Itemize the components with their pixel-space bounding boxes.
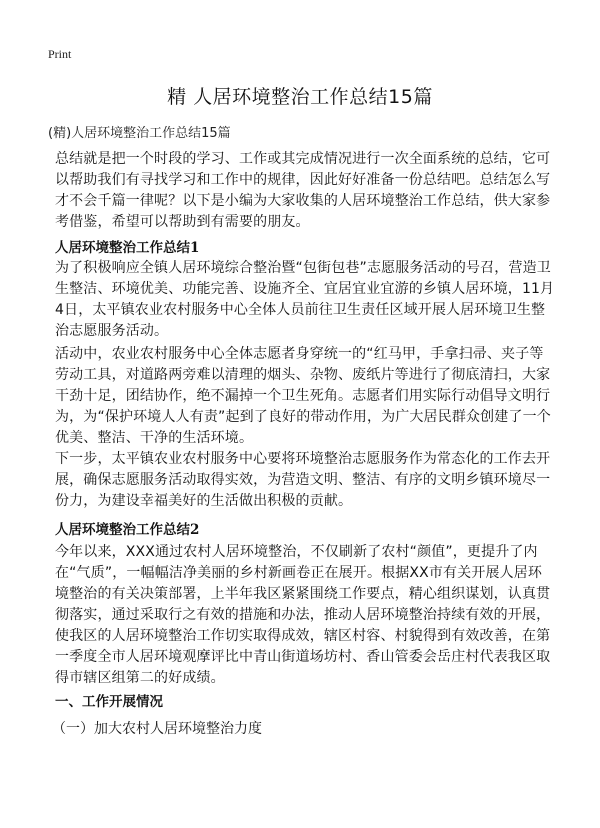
section-1-paragraph-3: 下一步，太平镇农业农村服务中心要将环境整治志愿服务作为常态化的工作去开展，确保志愿服务活动取得实效，为营造文明、整洁、有序的文明乡镇环境尽一份力，为建设幸福美好的生活做出积极的贡献。 xyxy=(55,451,551,509)
section-1-paragraph-2: 活动中，农业农村服务中心全体志愿者身穿统一的“红马甲，手拿扫帚、夹子等劳动工具，对道路两旁难以清理的烟头、杂物、废纸片等进行了彻底清扫，大家干劲十足，团结协作，绝不漏掉一个卫生死角。志愿者们用实际行动倡导文明行为，为“保护环境人人有责”起到了良好的带动作用，为广大居民群众创建了一个优美、整洁、干净的生活环境。 xyxy=(55,346,551,446)
section-2-paragraph-1: 今年以来，XXX通过农村人居环境整治，不仅刷新了农村“颜值”，更提升了内在“气质”，一幅幅洁净美丽的乡村新画卷正在展开。根据XX市有关开展人居环境整治的有关决策部署，上半年我区紧紧围绕工作要点，精心组织谋划，认真贯彻落实，通过采取行之有效的措施和办法，推动人居环境整治持续有效的开展，使我区的人居环境整治工作切实取得成效，辖区村容、村貌得到有效改善，在第一季度全市人居环境观摩评比中青山街道场坊村、香山管委会岳庄村代表我区取得市辖区组第二的好成绩。 xyxy=(55,544,551,686)
outline-sub-item: （一）加大农村人居环境整治力度 xyxy=(52,721,262,737)
page-title: 精 人居环境整治工作总结15篇 xyxy=(167,86,433,108)
print-label: Print xyxy=(48,47,72,61)
document-subtitle: (精)人居环境整治工作总结15篇 xyxy=(48,126,231,141)
section-heading-2: 人居环境整治工作总结2 xyxy=(55,522,200,538)
intro-paragraph: 总结就是把一个时段的学习、工作或其完成情况进行一次全面系统的总结，它可以帮助我们有寻找学习和工作中的规律，因此好好准备一份总结吧。总结怎么写才不会千篇一律呢？以下是小编为大家收集的人居环境整治工作总结，供大家参考借鉴，希望可以帮助到有需要的朋友。 xyxy=(55,151,551,230)
section-1-paragraph-1: 为了积极响应全镇人居环境综合整治暨“包街包巷”志愿服务活动的号召，营造卫生整洁、环境优美、功能完善、设施齐全、宜居宜业宜游的乡镇人居环境，11月4日，太平镇农业农村服务中心全体人员前往卫生责任区域开展人居环境卫生整治志愿服务活动。 xyxy=(55,260,555,339)
section-heading-1: 人居环境整治工作总结1 xyxy=(55,240,200,256)
outline-heading: 一、工作开展情况 xyxy=(55,694,163,710)
